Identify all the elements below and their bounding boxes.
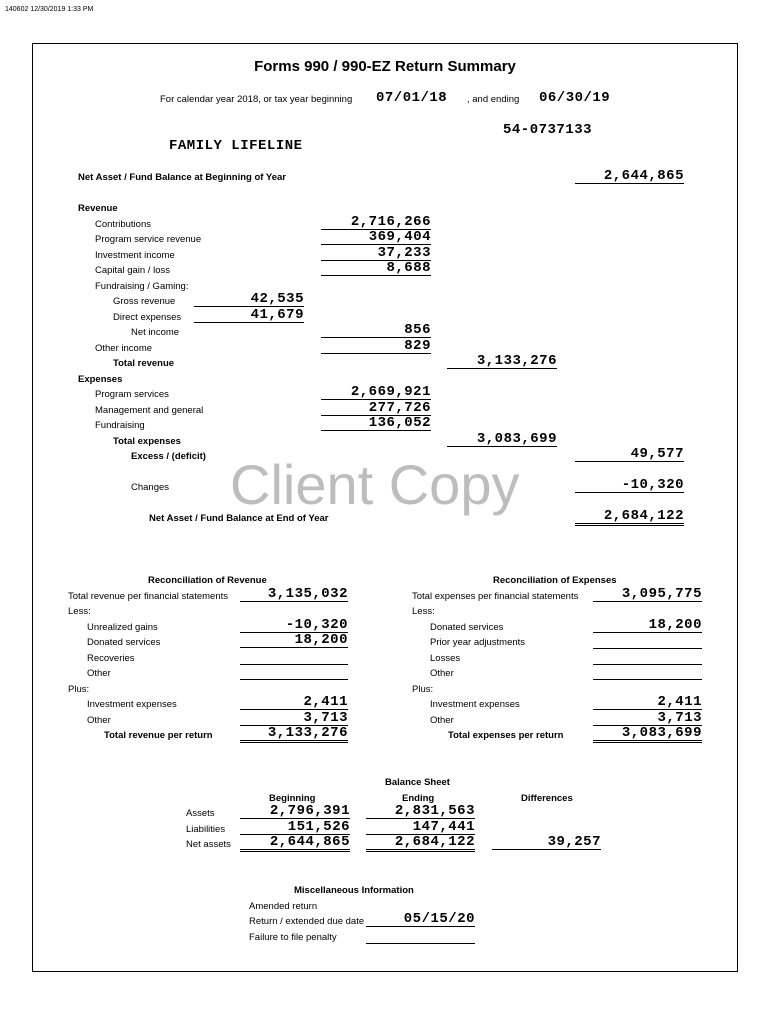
changes-label: Changes [131,482,170,493]
misc-due-date-label: Return / extended due date [249,916,365,927]
capital-gain-label: Capital gain / loss [95,265,170,276]
total-expenses-value: 3,083,699 [447,432,557,447]
net-asset-end-label: Net Asset / Fund Balance at End of Year [149,513,329,524]
fundraising-expense-label: Fundraising [95,420,145,431]
management-value: 277,726 [321,401,431,416]
bs-col-ending: Ending [402,793,435,804]
print-header: 140602 12/30/2019 1:33 PM [5,6,94,13]
period-end: 06/30/19 [539,90,611,106]
program-service-value: 369,404 [321,230,431,245]
program-services-label: Program services [95,389,169,400]
direct-expenses-value: 41,679 [194,308,304,323]
period-begin: 07/01/18 [376,90,448,106]
recon-rev-donated-label: Donated services [87,637,161,648]
recon-exp-total-fs-value: 3,095,775 [593,587,702,602]
direct-expenses-label: Direct expenses [113,312,182,323]
bs-col-beginning: Beginning [269,793,316,804]
misc-due-date-value: 05/15/20 [366,912,475,927]
gross-revenue-label: Gross revenue [113,296,176,307]
bs-net-assets-diff: 39,257 [492,835,601,850]
revenue-heading: Revenue [78,203,118,214]
capital-gain-value: 8,688 [321,261,431,276]
period-label: For calendar year 2018, or tax year beginning [160,94,353,105]
excess-label: Excess / (deficit) [131,451,206,462]
recon-exp-other-less-label: Other [430,668,454,679]
recon-exp-inv-exp-label: Investment expenses [430,699,520,710]
recon-exp-donated-label: Donated services [430,622,504,633]
net-income-value: 856 [321,323,431,338]
recon-rev-total-label: Total revenue per return [104,730,213,741]
recon-exp-inv-exp-value: 2,411 [593,695,702,710]
bs-net-assets-begin: 2,644,865 [240,835,350,852]
investment-income-label: Investment income [95,250,175,261]
recon-rev-other-plus-value: 3,713 [240,711,348,726]
bs-assets-end: 2,831,563 [366,804,475,819]
gross-revenue-value: 42,535 [194,292,304,307]
contributions-value: 2,716,266 [321,215,431,230]
recon-exp-total-fs-label: Total expenses per financial statements [412,591,579,602]
total-revenue-label: Total revenue [113,358,175,369]
org-name: FAMILY LIFELINE [169,138,303,154]
recon-rev-total-fs-value: 3,135,032 [240,587,348,602]
investment-income-value: 37,233 [321,246,431,261]
recon-exp-plus-label: Plus: [412,684,434,695]
recon-exp-other-plus-value: 3,713 [593,711,702,726]
recon-revenue-heading: Reconciliation of Revenue [148,575,267,586]
net-asset-end-value: 2,684,122 [575,509,684,526]
recon-exp-total-value: 3,083,699 [593,726,702,743]
recon-exp-losses-label: Losses [430,653,461,664]
misc-penalty-label: Failure to file penalty [249,932,337,943]
program-service-label: Program service revenue [95,234,202,245]
recon-rev-unrealized-label: Unrealized gains [87,622,158,633]
net-income-label: Net income [131,327,180,338]
recon-exp-prior-year-label: Prior year adjustments [430,637,526,648]
misc-penalty-line [366,943,475,944]
excess-value: 49,577 [575,447,684,462]
management-label: Management and general [95,405,204,416]
recon-rev-less-label: Less: [68,606,91,617]
bs-liabilities-label: Liabilities [186,824,226,835]
recon-exp-losses-line [593,664,702,665]
recon-rev-inv-exp-label: Investment expenses [87,699,177,710]
expenses-heading: Expenses [78,374,123,385]
recon-rev-inv-exp-value: 2,411 [240,695,348,710]
net-asset-begin-label: Net Asset / Fund Balance at Beginning of Year [78,172,286,183]
recon-rev-other-less-line [240,679,348,680]
recon-rev-unrealized-value: -10,320 [240,618,348,633]
total-expenses-label: Total expenses [113,436,181,447]
bs-net-assets-end: 2,684,122 [366,835,475,852]
recon-rev-total-value: 3,133,276 [240,726,348,743]
fundraising-gaming-label: Fundraising / Gaming: [95,281,189,292]
bs-net-assets-label: Net assets [186,839,231,850]
recon-exp-prior-year-line [593,648,702,649]
recon-rev-plus-label: Plus: [68,684,90,695]
bs-assets-label: Assets [186,808,215,819]
recon-rev-other-plus-label: Other [87,715,111,726]
total-revenue-value: 3,133,276 [447,354,557,369]
balance-sheet-heading: Balance Sheet [385,777,450,788]
contributions-label: Contributions [95,219,151,230]
recon-expenses-heading: Reconciliation of Expenses [493,575,617,586]
recon-exp-donated-value: 18,200 [593,618,702,633]
misc-amended-label: Amended return [249,901,318,912]
fundraising-expense-value: 136,052 [321,416,431,431]
recon-exp-less-label: Less: [412,606,435,617]
bs-col-differences: Differences [521,793,573,804]
bs-liabilities-begin: 151,526 [240,820,350,835]
program-services-value: 2,669,921 [321,385,431,400]
recon-exp-total-label: Total expenses per return [448,730,564,741]
page-title: Forms 990 / 990-EZ Return Summary [254,58,516,75]
recon-rev-other-less-label: Other [87,668,111,679]
other-income-label: Other income [95,343,153,354]
bs-assets-begin: 2,796,391 [240,804,350,819]
net-asset-begin-value: 2,644,865 [575,169,684,184]
misc-heading: Miscellaneous Information [294,885,414,896]
recon-exp-other-plus-label: Other [430,715,454,726]
recon-rev-recoveries-line [240,664,348,665]
recon-rev-total-fs-label: Total revenue per financial statements [68,591,229,602]
recon-exp-other-less-line [593,679,702,680]
bs-liabilities-end: 147,441 [366,820,475,835]
recon-rev-donated-value: 18,200 [240,633,348,648]
other-income-value: 829 [321,339,431,354]
ein: 54-0737133 [503,122,593,138]
period-end-label: , and ending [467,94,520,105]
client-copy-watermark: Client Copy [230,453,520,516]
recon-rev-recoveries-label: Recoveries [87,653,135,664]
changes-value: -10,320 [575,478,684,493]
